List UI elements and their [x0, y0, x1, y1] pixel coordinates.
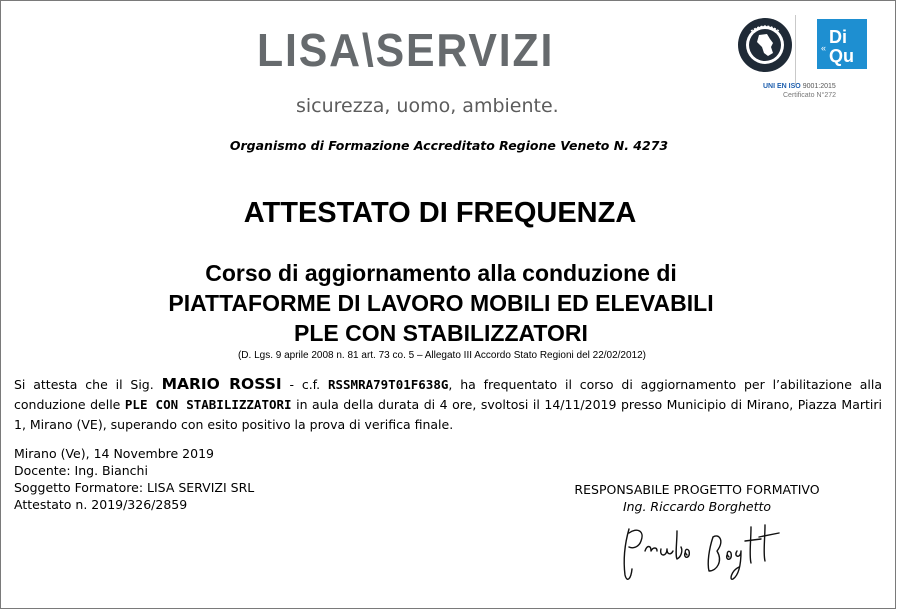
tagline: sicurezza, uomo, ambiente.	[296, 95, 559, 117]
certificate-number-label	[783, 92, 836, 99]
certificate-title: ATTESTATO DI FREQUENZA	[243, 197, 637, 229]
certificate-details	[14, 445, 254, 513]
certificate-number: 272	[824, 92, 836, 99]
certification-badges	[731, 13, 871, 103]
certificate-number-line: Attestato n. 2019/326/2859	[14, 497, 188, 512]
svg-text:«: «	[821, 43, 827, 53]
accreditation-line: Organismo di Formazione Accreditato Regione Veneto N. 4273	[229, 138, 669, 153]
training-provider: Soggetto Formatore: LISA SERVIZI SRL	[14, 480, 255, 495]
responsible-role: RESPONSABILE PROGETTO FORMATIVO	[574, 482, 820, 497]
signature-icon	[615, 521, 795, 593]
accredia-seal-icon	[737, 17, 793, 73]
tax-code: RSSMRA79T01F638G	[327, 377, 449, 392]
statement-part-3: in aula della durata di 4 ore, svoltosi il 14/11/2019 presso Municipio di Mirano, Piazza Martiri 1, Mirano (VE), superando con esito positivo la prova di verifica finale.	[14, 397, 882, 432]
responsible-block	[557, 481, 837, 515]
legal-reference: (D. Lgs. 9 aprile 2008 n. 81 art. 73 co. 5 – Allegato III Accordo Stato Regioni del 22/02/2012)	[237, 350, 647, 361]
iso-certification	[763, 83, 836, 90]
svg-text:Qu: Qu	[829, 46, 854, 66]
course-line-3: PLE CON STABILIZZATORI	[294, 320, 588, 346]
tax-code-label: - c.f.	[281, 377, 328, 392]
svg-text:Di: Di	[829, 27, 847, 47]
equipment-name: PLE CON STABILIZZATORI	[124, 397, 292, 412]
participant-name: MARIO ROSSI	[161, 375, 282, 393]
teacher: Docente: Ing. Bianchi	[14, 463, 148, 478]
diqu-logo	[817, 19, 867, 69]
responsible-name: Ing. Riccardo Borghetto	[622, 499, 772, 514]
course-line-1: Corso di aggiornamento alla conduzione di	[205, 260, 677, 286]
statement-intro: Si attesta che il Sig.	[14, 377, 162, 392]
course-line-2: PIATTAFORME DI LAVORO MOBILI ED ELEVABILI	[168, 290, 714, 316]
iso-brand: UNI EN ISO	[763, 83, 801, 90]
statement-part-2: , ha frequentato il corso di aggiornamento per l’abilitazione alla conduzione delle	[14, 377, 882, 412]
attestation-statement	[14, 374, 882, 435]
certificate-label: Certificato N°	[783, 92, 825, 99]
cert-divider	[795, 15, 796, 85]
diqu-logo-icon	[817, 19, 867, 69]
place-date: Mirano (Ve), 14 Novembre 2019	[14, 446, 214, 461]
iso-standard: 9001:2015	[802, 83, 836, 90]
lisa-servizi-logo: LISA\SERVIZI	[257, 24, 555, 76]
